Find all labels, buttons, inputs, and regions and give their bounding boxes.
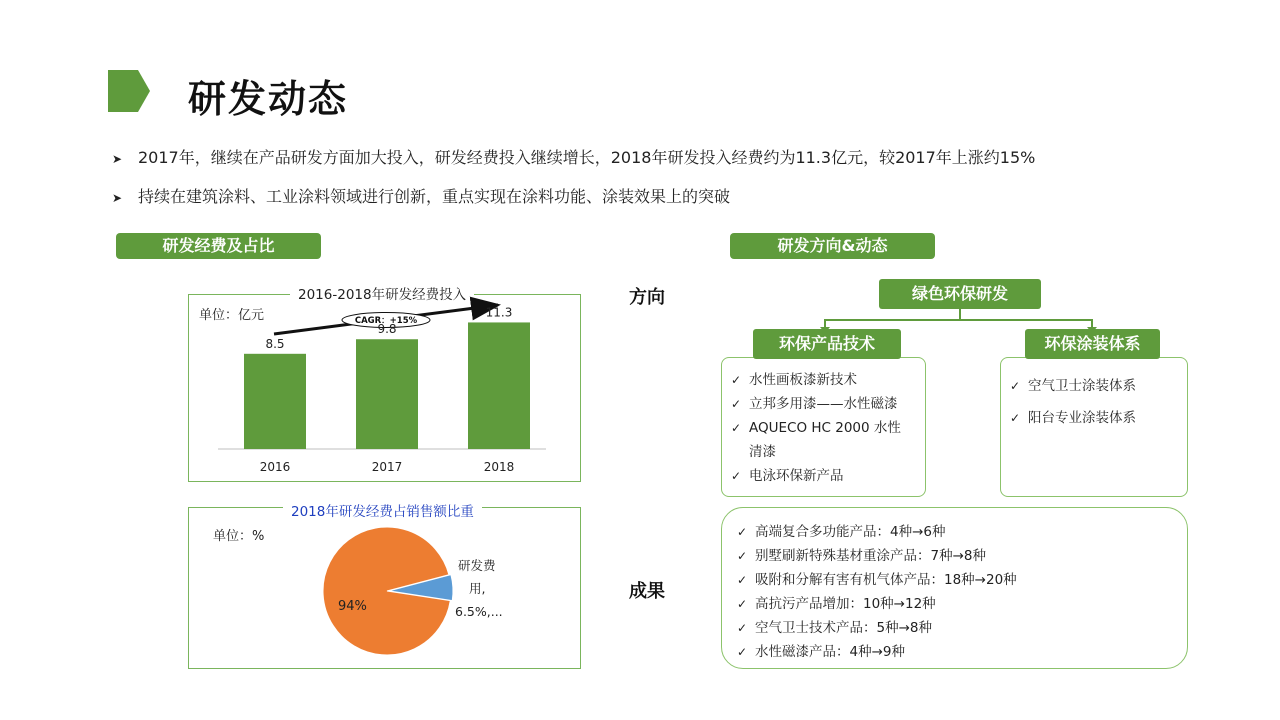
node-eco-coating-system: 环保涂装体系 <box>1025 329 1160 359</box>
check-icon: ✓ <box>731 373 742 387</box>
bar-chart <box>188 294 580 481</box>
x-tick-label: 2018 <box>483 460 515 474</box>
list-item: ✓ 高端复合多功能产品：4种→6种 <box>737 520 1167 544</box>
check-icon: ✓ <box>737 573 748 587</box>
bar-2016 <box>244 354 306 449</box>
list-item: ✓ 别墅刷新特殊基材重涂产品：7种→8种 <box>737 544 1167 568</box>
bar-2018 <box>468 322 530 449</box>
list-item: ✓ 空气卫士技术产品：5种→8种 <box>737 616 1167 640</box>
check-icon: ✓ <box>737 525 748 539</box>
check-icon: ✓ <box>737 549 748 563</box>
bar-value-label: 9.8 <box>377 322 397 337</box>
list-item: ✓ 阳台专业涂装体系 <box>1010 402 1180 434</box>
pie-label-rd-expense: 6.5%,... <box>455 604 503 619</box>
page-title: 研发动态 <box>188 77 349 121</box>
check-icon: ✓ <box>737 645 748 659</box>
x-tick-label: 2017 <box>371 460 403 474</box>
pie-chart-unit: 单位：% <box>213 529 265 544</box>
section-tab-rd-direction: 研发方向&动态 <box>730 233 935 259</box>
bar-value-label: 11.3 <box>485 305 513 320</box>
bullet-1-text: 2017年，继续在产品研发方面加大投入，研发经费投入继续增长，2018年研发投入经费约为11.3亿元，较2017年上涨约15% <box>138 148 1036 167</box>
list-item: ✓ 立邦多用漆——水性磁漆 <box>731 392 921 416</box>
list-item: ✓ 吸附和分解有害有机气体产品：18种→20种 <box>737 568 1167 592</box>
check-icon: ✓ <box>1010 379 1021 393</box>
cagr-label: CAGR：+15% <box>354 316 418 326</box>
check-icon: ✓ <box>731 421 742 435</box>
arrow-bullet-icon: ➤ <box>112 191 123 205</box>
bar-chart-unit: 单位：亿元 <box>199 308 265 323</box>
results-list <box>737 520 1167 664</box>
check-icon: ✓ <box>731 469 742 483</box>
bullet-2-text: 持续在建筑涂料、工业涂料领域进行创新，重点实现在涂料功能、涂装效果上的突破 <box>138 187 731 206</box>
list-item: ✓ AQUECO HC 2000 水性 清漆 <box>731 416 921 464</box>
check-icon: ✓ <box>737 597 748 611</box>
bullet-1 <box>112 145 1035 168</box>
bar-value-label: 8.5 <box>265 336 285 351</box>
direction-label: 方向 <box>629 287 665 308</box>
left-direction-list <box>731 368 921 488</box>
bar-chart-title: 2016-2018年研发经费投入 <box>290 283 474 303</box>
title-marker-icon <box>108 70 150 112</box>
section-tab-rd-funding: 研发经费及占比 <box>116 233 321 259</box>
node-eco-product-tech: 环保产品技术 <box>753 329 901 359</box>
pie-label-other: 94% <box>338 599 367 614</box>
right-direction-list <box>1010 370 1180 434</box>
bullet-2 <box>112 184 730 207</box>
pie-chart-title: 2018年研发经费占销售额比重 <box>283 500 482 520</box>
check-icon: ✓ <box>1010 411 1021 425</box>
check-icon: ✓ <box>737 621 748 635</box>
check-icon: ✓ <box>731 397 742 411</box>
list-item: ✓ 水性画板漆新技术 <box>731 368 921 392</box>
pie-label-rd-expense: 研发费 <box>458 558 496 573</box>
list-item: ✓ 高抗污产品增加：10种→12种 <box>737 592 1167 616</box>
pie-label-rd-expense: 用, <box>469 581 486 596</box>
results-label: 成果 <box>629 581 665 602</box>
list-item: ✓ 水性磁漆产品：4种→9种 <box>737 640 1167 664</box>
list-item: ✓ 电泳环保新产品 <box>731 464 921 488</box>
arrow-bullet-icon: ➤ <box>112 152 123 166</box>
root-node-green-rd: 绿色环保研发 <box>879 279 1041 309</box>
pie-chart <box>188 507 580 668</box>
bar-2017 <box>356 339 418 449</box>
list-item: ✓ 空气卫士涂装体系 <box>1010 370 1180 402</box>
x-tick-label: 2016 <box>259 460 291 474</box>
